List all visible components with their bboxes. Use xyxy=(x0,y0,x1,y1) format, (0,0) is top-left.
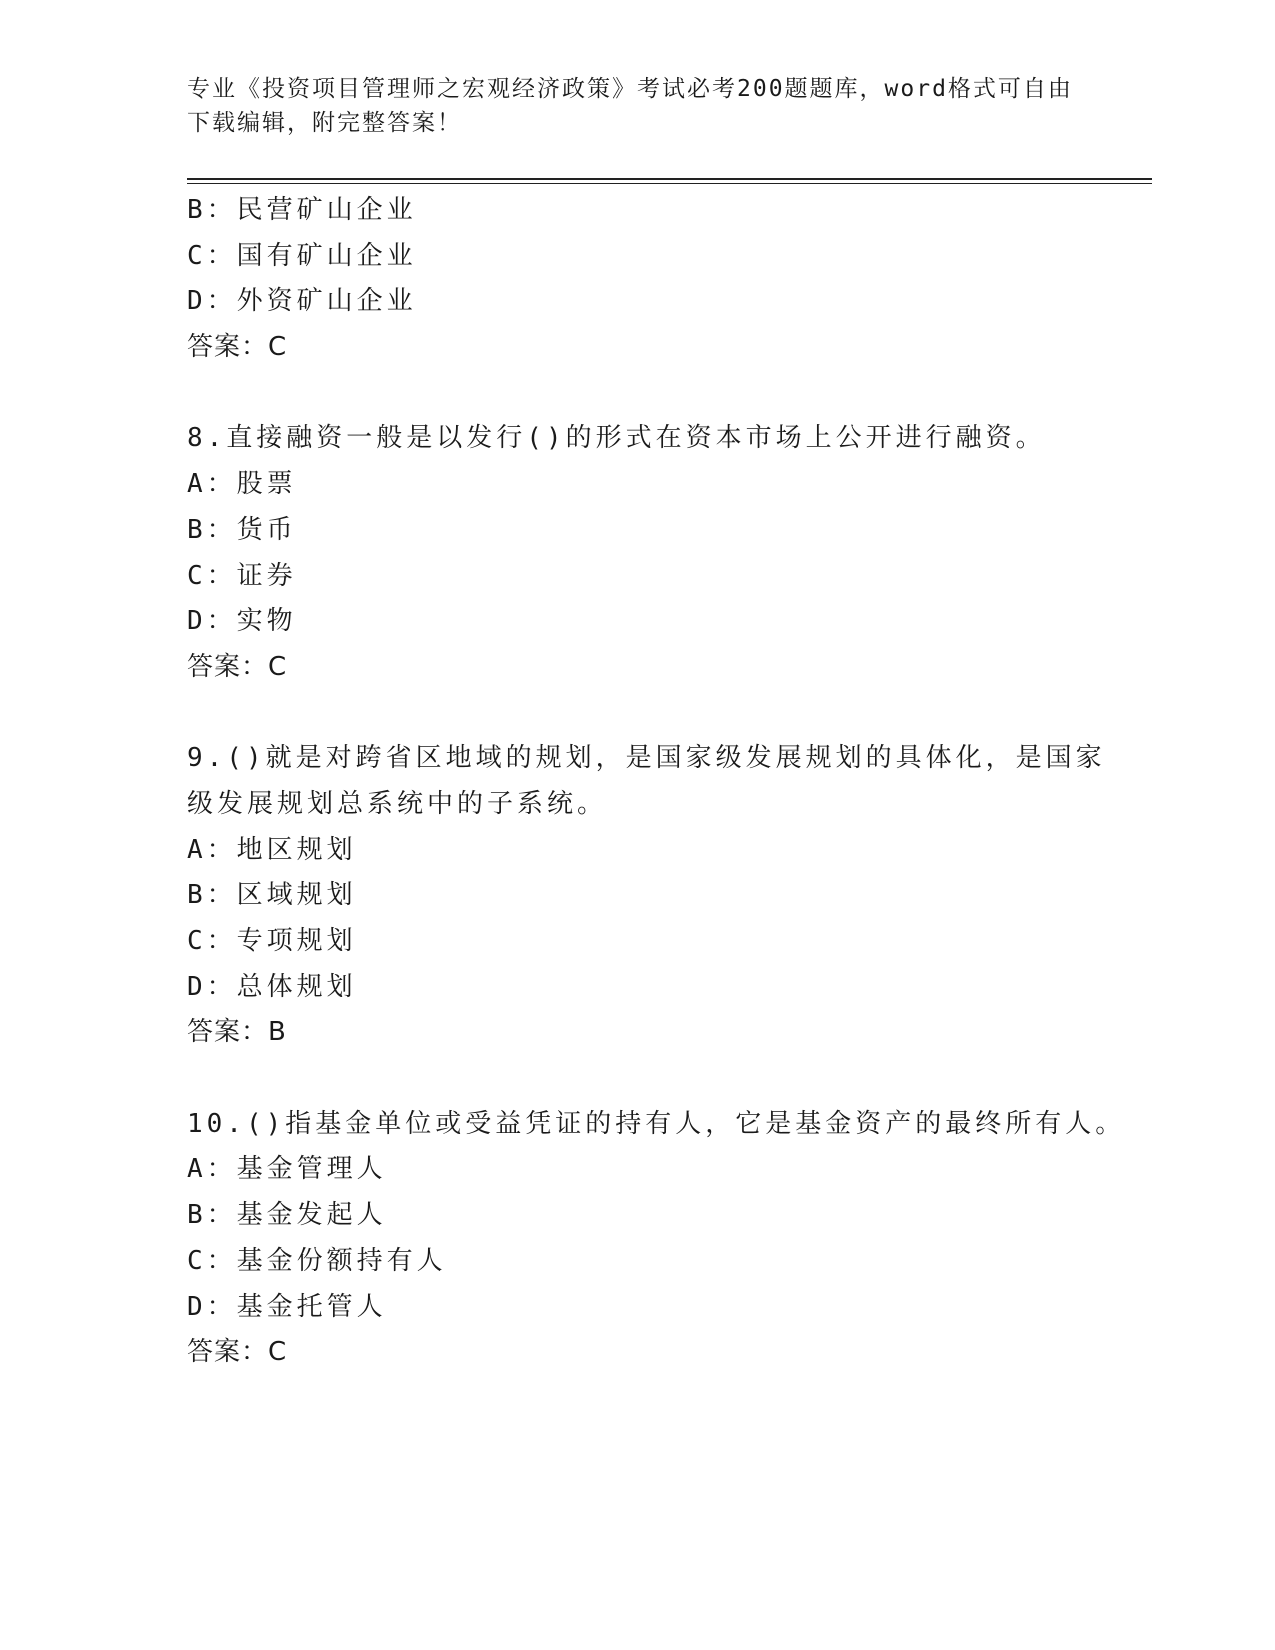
option-c: C：专项规划 xyxy=(187,926,357,956)
question-stem: 8.直接融资一般是以发行()的形式在资本市场上公开进行融资。 xyxy=(187,423,1046,454)
option-c: C：国有矿山企业 xyxy=(187,240,417,271)
header-line-1: 专业《投资项目管理师之宏观经济政策》考试必考200题题库，word格式可自由 xyxy=(187,76,1073,102)
question-list xyxy=(187,188,1126,1376)
answer-line: 答案：C xyxy=(187,1337,288,1368)
option-d: D：外资矿山企业 xyxy=(187,286,417,317)
question-9 xyxy=(187,736,1106,1056)
option-c: C：证券 xyxy=(187,560,297,591)
option-a: A：基金管理人 xyxy=(187,1154,387,1185)
option-d: D：基金托管人 xyxy=(187,1291,387,1322)
question-stem: 10.()指基金单位或受益凭证的持有人，它是基金资产的最终所有人。 xyxy=(187,1108,1126,1139)
option-d: D：总体规划 xyxy=(187,971,357,1002)
option-c: C：基金份额持有人 xyxy=(187,1245,447,1276)
question-7-tail xyxy=(187,188,1087,371)
option-b: B：货币 xyxy=(187,514,297,545)
answer-line: 答案：C xyxy=(187,332,288,363)
question-10 xyxy=(187,1102,1126,1376)
option-b: B：基金发起人 xyxy=(187,1200,387,1231)
answer-line: 答案：B xyxy=(187,1017,287,1048)
option-a: A：股票 xyxy=(187,469,297,500)
header-line-2: 下载编辑，附完整答案！ xyxy=(187,110,462,136)
question-8 xyxy=(187,416,1087,690)
option-b: B：区域规划 xyxy=(187,880,357,911)
header-divider-thick xyxy=(187,178,1152,180)
header-divider-thin xyxy=(187,183,1152,184)
document-header xyxy=(187,72,1087,140)
question-stem-continued: 级发展规划总系统中的子系统。 xyxy=(187,788,608,819)
option-b: B：民营矿山企业 xyxy=(187,195,417,225)
option-d: D：实物 xyxy=(187,606,297,637)
option-a: A：地区规划 xyxy=(187,834,357,865)
answer-line: 答案：C xyxy=(187,651,288,682)
question-stem: 9.()就是对跨省区地域的规划，是国家级发展规划的具体化，是国家 xyxy=(187,743,1106,774)
